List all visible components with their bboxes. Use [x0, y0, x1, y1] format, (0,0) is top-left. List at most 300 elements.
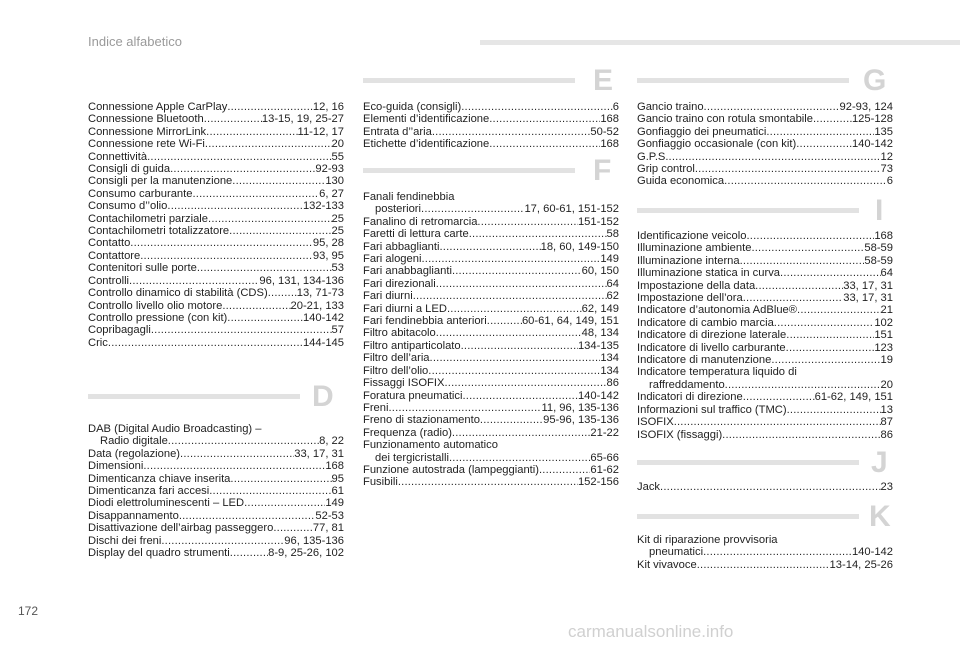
section-divider [363, 168, 575, 173]
leader-dots [704, 101, 840, 113]
entry-pages: 52-53 [315, 509, 344, 522]
section-letter: J [871, 446, 888, 479]
index-entry [637, 391, 893, 403]
index-entry [637, 175, 893, 187]
leader-dots [724, 175, 887, 187]
leader-dots [147, 151, 331, 163]
leader-dots [751, 242, 864, 254]
entry-label: Indicatori di direzione [637, 391, 743, 404]
entry-pages: 13 [880, 403, 893, 416]
entry-pages: 60, 150 [581, 265, 619, 278]
entry-label: Controlli [88, 274, 130, 287]
entry-label: Dimenticanza chiave inserita [88, 472, 231, 485]
entry-label: Indicatore di direzione laterale [637, 329, 787, 342]
entry-pages: 58-59 [864, 254, 893, 267]
leader-dots [813, 113, 852, 125]
index-entry [88, 200, 344, 212]
leader-dots [222, 300, 290, 312]
index-block-j [637, 481, 893, 493]
entry-label: Fanalino di retromarcia [363, 215, 478, 228]
leader-dots [140, 250, 313, 262]
leader-dots [180, 448, 294, 460]
entry-label: Controllo pressione (con kit) [88, 311, 228, 324]
entry-pages: 61 [331, 485, 344, 498]
entry-label: Indicatore di cambio marcia [637, 316, 774, 329]
leader-dots [192, 188, 319, 200]
entry-label: pneumatici [649, 546, 704, 559]
index-entry [363, 216, 619, 228]
entry-pages: 87 [880, 416, 893, 429]
page-number: 172 [18, 604, 39, 618]
entry-label: Connessione Bluetooth [88, 113, 204, 126]
entry-pages: 96, 131, 134-136 [259, 274, 344, 287]
entry-label: Contattore [88, 249, 141, 262]
index-entry [637, 101, 893, 113]
entry-pages: 134 [600, 352, 619, 365]
entry-pages: 130 [325, 175, 344, 188]
index-entry [88, 510, 344, 522]
entry-pages: 92-93 [315, 163, 344, 176]
leader-dots [477, 216, 578, 228]
section-divider [637, 208, 859, 213]
entry-label: Contachilometri totalizzatore [88, 225, 230, 238]
index-entry [637, 379, 893, 391]
entry-label: Indicatore d’autonomia AdBlue® [637, 304, 798, 317]
index-entry [637, 280, 893, 292]
entry-label: Fari diurni a LED [363, 302, 447, 315]
section-letter: E [593, 64, 614, 97]
leader-dots [444, 377, 606, 389]
entry-label: Dimenticanza fari accesi [88, 485, 210, 498]
index-entry [637, 342, 893, 354]
entry-pages: 140-142 [577, 389, 619, 402]
leader-dots [786, 342, 875, 354]
index-entry [637, 151, 893, 163]
entry-pages: 102 [874, 316, 893, 329]
leader-dots [786, 329, 874, 341]
leader-dots [766, 126, 874, 138]
entry-label: Freno di stazionamento [363, 414, 480, 427]
entry-pages: 12 [880, 150, 893, 163]
index-entry [88, 213, 344, 225]
entry-pages: 11, 96, 135-136 [541, 401, 619, 414]
entry-label: Jack [637, 481, 661, 493]
entry-label: Funzione autostrada (lampeggianti) [363, 463, 539, 476]
leader-dots [273, 522, 313, 534]
index-entry [363, 241, 619, 253]
entry-pages: 20 [880, 378, 893, 391]
entry-label: Filtro abitacolo [363, 327, 436, 340]
leader-dots [389, 402, 542, 414]
entry-label: Elementi d’identificazione [363, 113, 490, 126]
leader-dots [108, 337, 303, 349]
leader-dots [170, 163, 315, 175]
entry-pages: 20 [331, 138, 344, 151]
entry-label: Eco-guida (consigli) [363, 101, 462, 113]
section-divider [637, 514, 859, 519]
leader-dots [746, 230, 874, 242]
entry-pages: 95, 28 [312, 237, 344, 250]
index-entry [637, 429, 893, 441]
index-entry [363, 452, 619, 464]
entry-pages: 86 [880, 428, 893, 441]
index-entry [363, 278, 619, 290]
leader-dots [740, 255, 865, 267]
index-entry [88, 101, 344, 113]
section-letter: K [869, 500, 891, 533]
section-divider [637, 460, 859, 465]
entry-pages: 151 [874, 329, 893, 342]
leader-dots [697, 559, 830, 571]
entry-label: Impostazione della data [637, 279, 756, 292]
index-entry [637, 304, 893, 316]
entry-label: Connessione Apple CarPlay [88, 101, 228, 113]
entry-label: Gonfiaggio dei pneumatici [637, 125, 767, 138]
entry-pages: 58 [606, 228, 619, 241]
index-block-e [363, 101, 619, 151]
leader-dots [452, 427, 590, 439]
entry-pages: 86 [606, 377, 619, 390]
entry-label: Controllo livello olio motore [88, 299, 223, 312]
leader-dots [209, 485, 331, 497]
entry-pages: 6 [886, 175, 893, 188]
entry-label: Cric [88, 336, 108, 349]
leader-dots [489, 113, 600, 125]
entry-pages: 95 [331, 472, 344, 485]
index-column-2-f [363, 191, 619, 489]
entry-pages: 6, 27 [319, 187, 344, 200]
section-divider [88, 394, 300, 399]
section-letter: G [863, 64, 887, 97]
index-entry [88, 188, 344, 200]
section-header-d [88, 380, 344, 424]
entry-label: Fari abbaglianti [363, 240, 440, 253]
index-entry [88, 113, 344, 125]
entry-pages: 95-96, 135-136 [543, 414, 619, 427]
entry-label: Guida economica [637, 175, 725, 188]
section-divider [637, 78, 849, 83]
index-entry [363, 203, 619, 215]
entry-pages: 62 [606, 290, 619, 303]
index-entry [637, 126, 893, 138]
leader-dots [539, 464, 590, 476]
leader-dots [660, 481, 881, 493]
entry-pages: 53 [331, 262, 344, 275]
entry-pages: 23 [880, 481, 893, 493]
index-entry [88, 337, 344, 349]
entry-pages: 18, 60, 149-150 [540, 240, 619, 253]
entry-pages: 21-22 [590, 426, 619, 439]
entry-pages: 123 [874, 341, 893, 354]
entry-pages: 58-59 [864, 242, 893, 255]
entry-label: Consigli per la manutenzione [88, 175, 233, 188]
index-entry-first-line: Indicatore temperatura liquido di [637, 366, 797, 379]
entry-pages: 13, 71-73 [296, 287, 344, 300]
entry-label: Illuminazione interna [637, 254, 740, 267]
index-entry [637, 317, 893, 329]
entry-pages: 64 [606, 277, 619, 290]
entry-pages: 65-66 [590, 451, 619, 464]
entry-pages: 25 [331, 212, 344, 225]
leader-dots [197, 262, 332, 274]
index-column-2-e [363, 101, 619, 151]
leader-dots [244, 497, 325, 509]
leader-dots [771, 354, 880, 366]
leader-dots [780, 267, 881, 279]
index-entry [637, 230, 893, 242]
index-entry [88, 497, 344, 509]
leader-dots [230, 547, 268, 559]
index-entry [88, 448, 344, 460]
entry-label: Foratura pneumatici [363, 389, 463, 402]
entry-label: posteriori [375, 203, 422, 216]
index-column-3-g [637, 101, 893, 188]
entry-pages: 11-12, 17 [297, 125, 344, 138]
entry-label: Filtro dell’olio [363, 364, 429, 377]
entry-pages: 134 [600, 364, 619, 377]
leader-dots [787, 404, 881, 416]
index-entry-first-line: Kit di riparazione provvisoria [637, 534, 778, 546]
entry-label: Gancio traino [637, 101, 704, 113]
leader-dots [743, 292, 844, 304]
entry-pages: 93, 95 [312, 249, 344, 262]
index-entry [637, 292, 893, 304]
leader-dots [725, 379, 881, 391]
entry-label: Controllo dinamico di stabilità (CDS) [88, 287, 268, 300]
index-entry [637, 329, 893, 341]
index-entry [363, 427, 619, 439]
entry-pages: 92-93, 124 [839, 101, 893, 113]
entry-pages: 57 [331, 324, 344, 337]
index-block-d [88, 448, 344, 560]
leader-dots [268, 287, 297, 299]
leader-dots [421, 253, 600, 265]
index-entry [637, 404, 893, 416]
index-entry [363, 315, 619, 327]
index-entry [637, 481, 893, 493]
entry-label: Contenitori sulle porte [88, 262, 197, 275]
index-entry [363, 113, 619, 125]
entry-label: Gancio traino con rotula smontabile [637, 113, 813, 126]
entry-pages: 168 [874, 230, 893, 242]
entry-pages: 132-133 [302, 200, 344, 213]
index-entry [88, 151, 344, 163]
leader-dots [440, 241, 541, 253]
leader-dots [669, 151, 881, 163]
index-entry [88, 312, 344, 324]
leader-dots [129, 275, 259, 287]
entry-label: Informazioni sul traffico (TMC) [637, 403, 787, 416]
entry-pages: 140-142 [302, 311, 344, 324]
index-entry [88, 324, 344, 336]
entry-pages: 96, 135-136 [284, 534, 344, 547]
index-entry [363, 228, 619, 240]
index-block-f-tail [363, 464, 619, 489]
index-entry [637, 113, 893, 125]
entry-label: Faretti di lettura carte [363, 228, 469, 241]
entry-label: ISOFIX [637, 416, 674, 429]
leader-dots [436, 327, 582, 339]
entry-pages: 13-14, 25-26 [829, 558, 893, 571]
index-entry [363, 327, 619, 339]
entry-label: Freni [363, 401, 389, 414]
entry-pages: 61-62 [590, 463, 619, 476]
index-entry [363, 377, 619, 389]
index-entry [637, 242, 893, 254]
entry-pages: 20-21, 133 [290, 299, 344, 312]
entry-label: Entrata d’’aria [363, 125, 432, 138]
leader-dots [398, 476, 578, 488]
entry-pages: 168 [600, 113, 619, 126]
section-letter: F [593, 154, 612, 187]
index-entry [637, 138, 893, 150]
index-entry [363, 101, 619, 113]
entry-pages: 140-142 [851, 138, 893, 151]
index-entry [363, 352, 619, 364]
index-block-g [637, 101, 893, 188]
index-entry [88, 287, 344, 299]
index-entry [637, 354, 893, 366]
entry-pages: 61-62, 149, 151 [814, 391, 893, 404]
leader-dots [674, 416, 881, 428]
entry-pages: 6 [612, 101, 619, 113]
index-entry [637, 163, 893, 175]
index-entry [363, 464, 619, 476]
entry-pages: 48, 134 [581, 327, 619, 340]
leader-dots [232, 175, 325, 187]
section-letter: D [312, 380, 334, 413]
index-entry [363, 253, 619, 265]
entry-label: Impostazione dell’ora [637, 292, 743, 305]
index-entry [88, 547, 344, 559]
index-entry [88, 237, 344, 249]
index-entry [88, 435, 344, 447]
leader-dots [208, 213, 332, 225]
index-entry [363, 126, 619, 138]
leader-dots [206, 126, 297, 138]
leader-dots [797, 304, 881, 316]
entry-label: Fusibili [363, 476, 398, 489]
leader-dots [205, 138, 332, 150]
entry-label: Identificazione veicolo [637, 230, 747, 242]
entry-label: Indicatore di livello carburante [637, 341, 786, 354]
index-block-c [88, 101, 344, 349]
index-entry [363, 476, 619, 488]
index-entry [363, 390, 619, 402]
leader-dots [489, 138, 600, 150]
entry-pages: 8-9, 25-26, 102 [268, 547, 344, 560]
index-entry [88, 225, 344, 237]
leader-dots [428, 365, 600, 377]
entry-label: Connessione rete Wi-Fi [88, 138, 205, 151]
leader-dots [421, 203, 524, 215]
index-entry [363, 365, 619, 377]
leader-dots [774, 317, 875, 329]
index-entry [637, 416, 893, 428]
entry-label: Contatto [88, 237, 131, 250]
index-entry [637, 255, 893, 267]
leader-dots [151, 324, 332, 336]
entry-pages: 77, 81 [312, 522, 344, 535]
leader-dots [449, 452, 590, 464]
index-entry [363, 340, 619, 352]
index-entry-first-line: Funzionamento automatico [363, 439, 498, 452]
entry-pages: 21 [880, 304, 893, 317]
leader-dots [447, 303, 582, 315]
index-entry [88, 473, 344, 485]
leader-dots [480, 414, 543, 426]
leader-dots [461, 101, 613, 113]
leader-dots [229, 225, 331, 237]
leader-dots [204, 113, 262, 125]
watermark: carmanualsonline.info [568, 622, 734, 641]
leader-dots [695, 163, 881, 175]
entry-pages: 168 [325, 460, 344, 473]
entry-pages: 73 [880, 163, 893, 176]
page-header-title: Indice alfabetico [88, 34, 182, 49]
leader-dots [432, 126, 591, 138]
index-entry [88, 262, 344, 274]
entry-pages: 60-61, 64, 149, 151 [521, 315, 619, 328]
entry-pages: 55 [331, 150, 344, 163]
entry-label: Frequenza (radio) [363, 426, 452, 439]
entry-label: Consumo carburante [88, 187, 193, 200]
index-column-1-d [88, 423, 344, 559]
index-entry [88, 522, 344, 534]
index-column-3-k [637, 534, 893, 571]
entry-label: Display del quadro strumenti [88, 547, 230, 560]
index-entry [363, 265, 619, 277]
leader-dots [452, 265, 582, 277]
index-entry [88, 250, 344, 262]
entry-pages: 144-145 [302, 336, 344, 349]
leader-dots [227, 312, 303, 324]
index-entry [88, 275, 344, 287]
leader-dots [167, 200, 303, 212]
entry-pages: 62, 149 [581, 302, 619, 315]
entry-pages: 134-135 [577, 339, 619, 352]
leader-dots [161, 535, 284, 547]
leader-dots [179, 510, 316, 522]
leader-dots [168, 435, 319, 447]
entry-pages: 25 [331, 225, 344, 238]
leader-dots [227, 101, 313, 113]
entry-label: Diodi elettroluminescenti – LED [88, 497, 245, 510]
leader-dots [722, 429, 880, 441]
entry-pages: 50-52 [590, 125, 619, 138]
entry-pages: 152-156 [577, 476, 619, 489]
entry-pages: 13-15, 19, 25-27 [261, 113, 344, 126]
index-column-3-j [637, 481, 893, 493]
entry-pages: 135 [874, 125, 893, 138]
entry-label: Consigli di guida [88, 163, 171, 176]
entry-label: ISOFIX (fissaggi) [637, 428, 723, 441]
entry-pages: 17, 60-61, 151-152 [524, 203, 619, 216]
entry-pages: 140-142 [851, 546, 893, 559]
leader-dots [796, 138, 852, 150]
index-block-i-tail [637, 391, 893, 441]
leader-dots [430, 352, 601, 364]
entry-label: Fissaggi ISOFIX [363, 377, 445, 390]
entry-pages: 19 [880, 354, 893, 367]
entry-pages: 33, 17, 31 [843, 292, 893, 305]
entry-pages: 33, 17, 31 [294, 447, 344, 460]
entry-label: Etichette d’identificazione [363, 138, 490, 151]
index-entry [88, 460, 344, 472]
index-column-1 [88, 101, 344, 349]
index-entry [363, 402, 619, 414]
entry-label: Connessione MirrorLink [88, 125, 207, 138]
